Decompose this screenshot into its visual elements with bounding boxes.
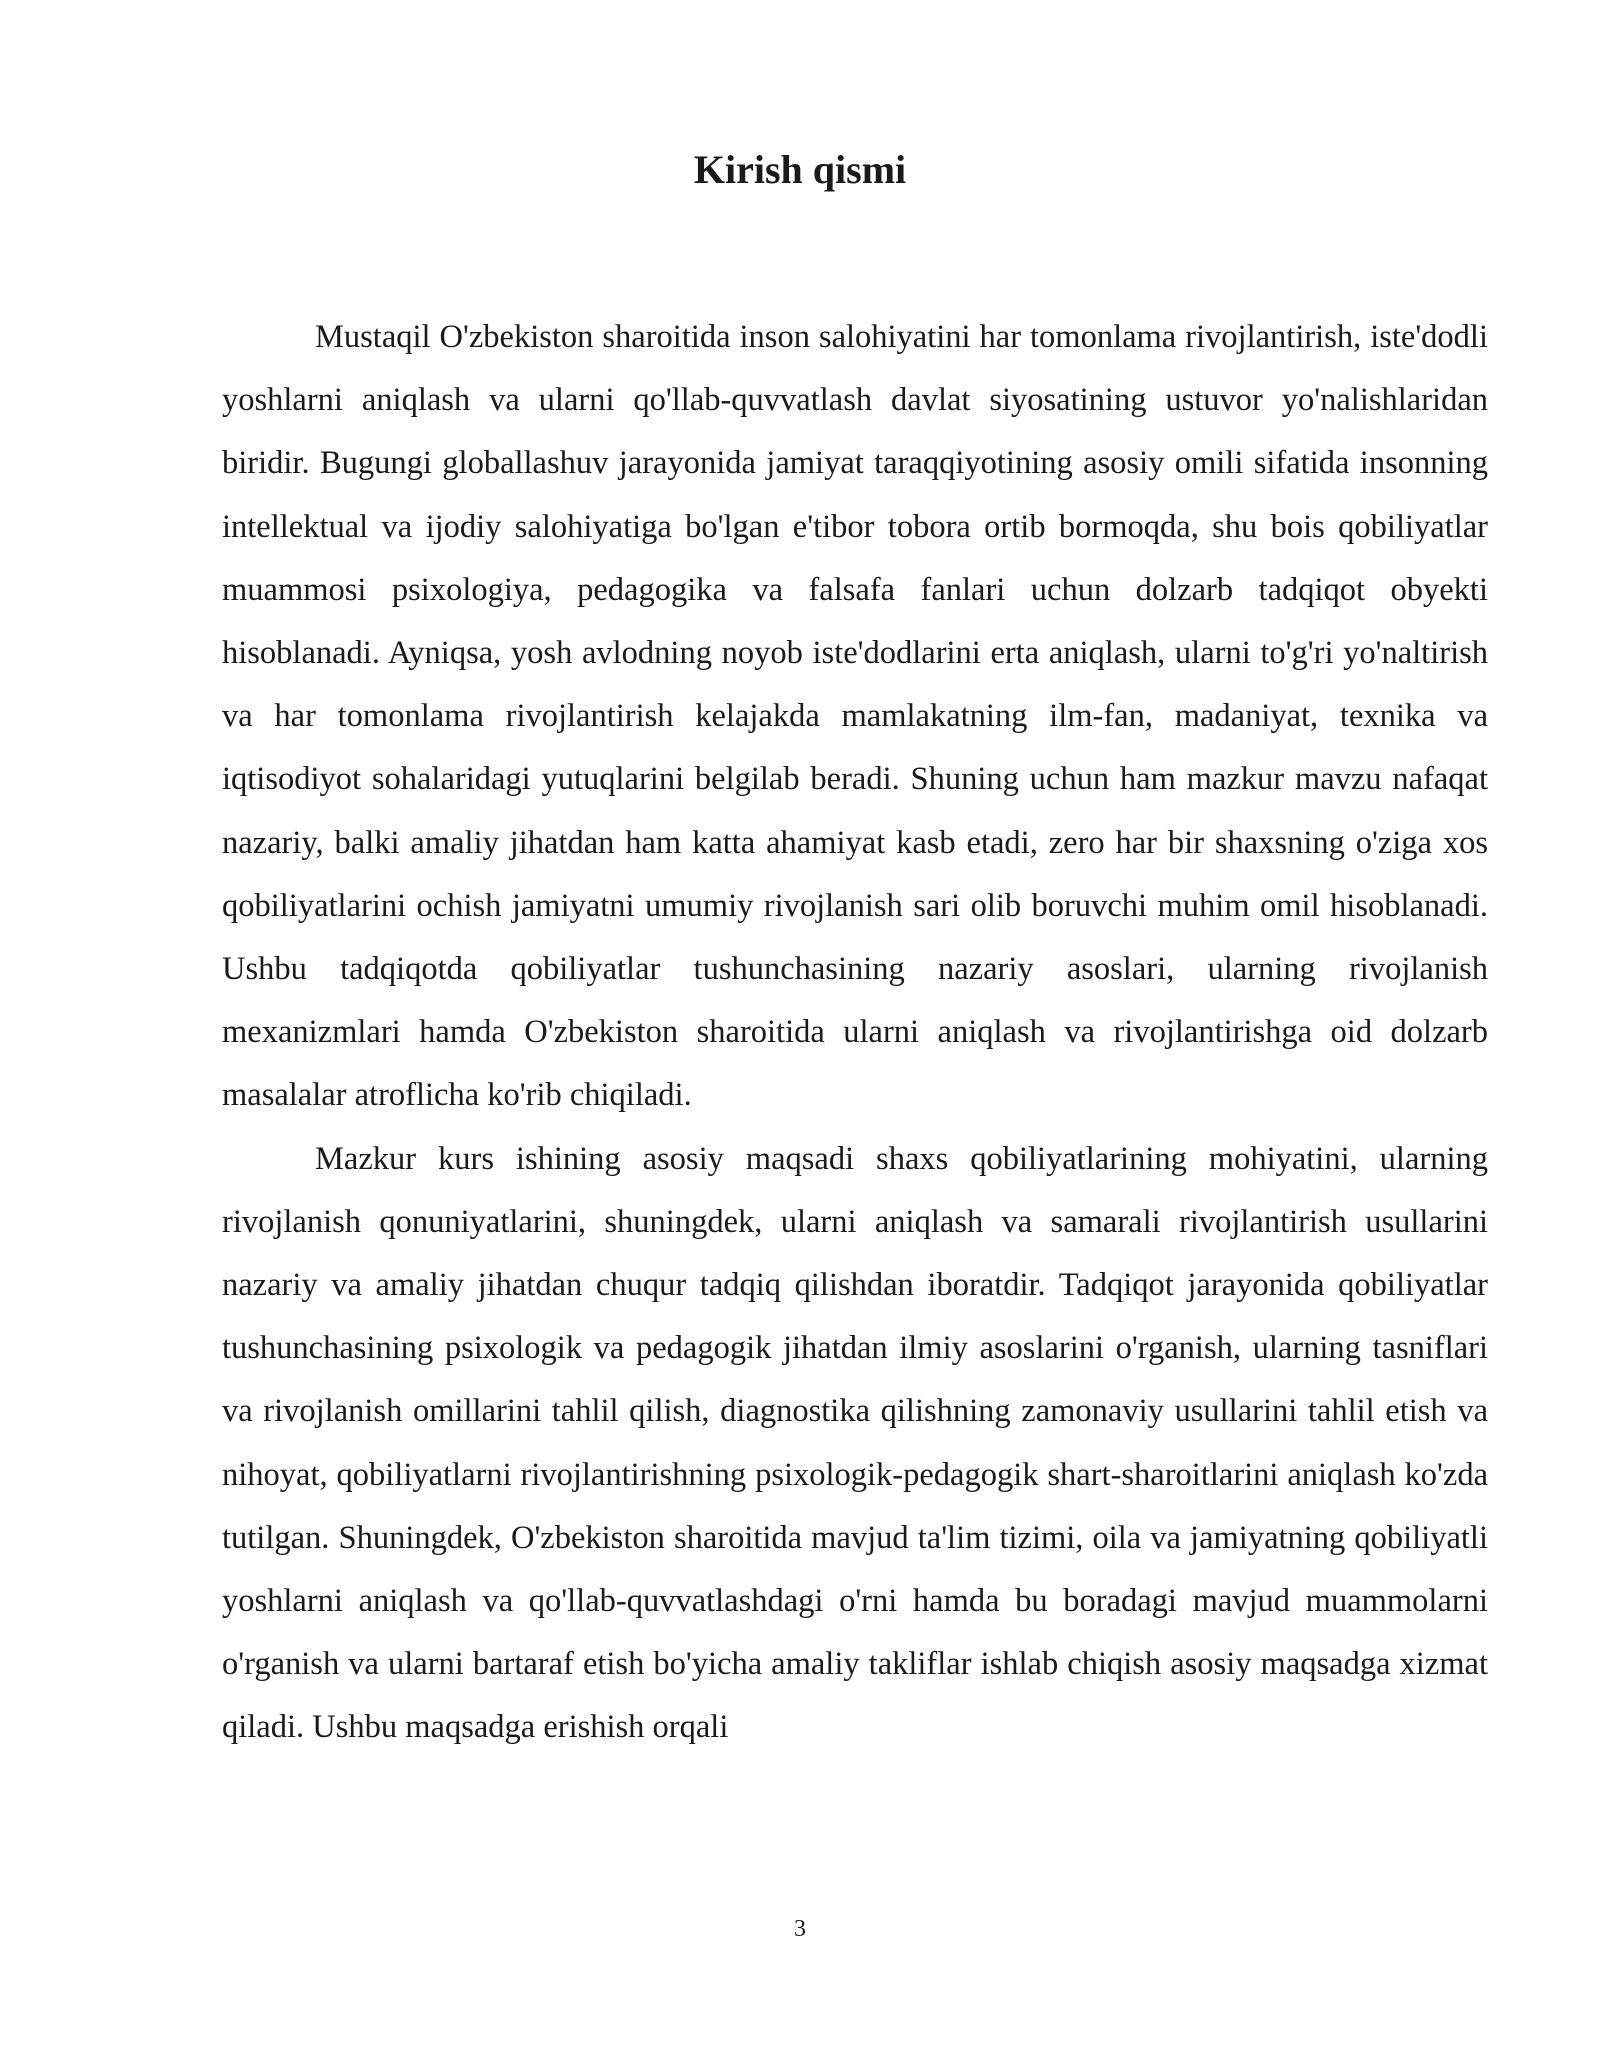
- page-number: 3: [794, 1916, 806, 1942]
- paragraph-1: Mustaqil O'zbekiston sharoitida inson salohiyatini har tomonlama rivojlantirish, iste'dodli yoshlarni aniqlash va ularni qo'llab-quvvatlash davlat siyosatining ustuvor yo'nalishlaridan biridir. Bugungi globallashuv jarayonida jamiyat taraqqiyotining asosiy omili sifatida insonning intellektual va ijodiy salohiyatiga bo'lgan e'tibor tobora ortib bormoqda, shu bois qobiliyatlar muammosi psixologiya, pedagogika va falsafa fanlari uchun dolzarb tadqiqot obyekti hisoblanadi. Ayniqsa, yosh avlodning noyob iste'dodlarini erta aniqlash, ularni to'g'ri yo'naltirish va har tomonlama rivojlantirish kelajakda mamlakatning ilm-fan, madaniyat, texnika va iqtisodiyot sohalaridagi yutuqlarini belgilab beradi. Shuning uchun ham mazkur mavzu nafaqat nazariy, balki amaliy jihatdan ham katta ahamiyat kasb etadi, zero har bir shaxsning o'ziga xos qobiliyatlarini ochish jamiyatni umumiy rivojlanish sari olib boruvchi muhim omil hisoblanadi. Ushbu tadqiqotda qobiliyatlar tushunchasining nazariy asoslari, ularning rivojlanish mexanizmlari hamda O'zbekiston sharoitida ularni aniqlash va rivojlantirishga oid dolzarb masalalar atroflicha ko'rib chiqiladi.: [222, 319, 1488, 1114]
- paragraph-2: Mazkur kurs ishining asosiy maqsadi shaxs qobiliyatlarining mohiyatini, ularning rivojlanish qonuniyatlarini, shuningdek, ularni aniqlash va samarali rivojlantirish usullarini nazariy va amaliy jihatdan chuqur tadqiq qilishdan iboratdir. Tadqiqot jarayonida qobiliyatlar tushunchasining psixologik va pedagogik jihatdan ilmiy asoslarini o'rganish, ularning tasniflari va rivojlanish omillarini tahlil qilish, diagnostika qilishning zamonaviy usullarini tahlil etish va nihoyat, qobiliyatlarni rivojlantirishning psixologik-pedagogik shart-sharoitlarini aniqlash ko'zda tutilgan. Shuningdek, O'zbekiston sharoitida mavjud ta'lim tizimi, oila va jamiyatning qobiliyatli yoshlarni aniqlash va qo'llab-quvvatlashdagi o'rni hamda bu boradagi mavjud muammolarni o'rganish va ularni bartaraf etish bo'yicha amaliy takliflar ishlab chiqish asosiy maqsadga xizmat qiladi. Ushbu maqsadga erishish orqali: [222, 1140, 1488, 1746]
- page-title: Kirish qismi: [693, 147, 907, 192]
- body-text: [222, 306, 1488, 1760]
